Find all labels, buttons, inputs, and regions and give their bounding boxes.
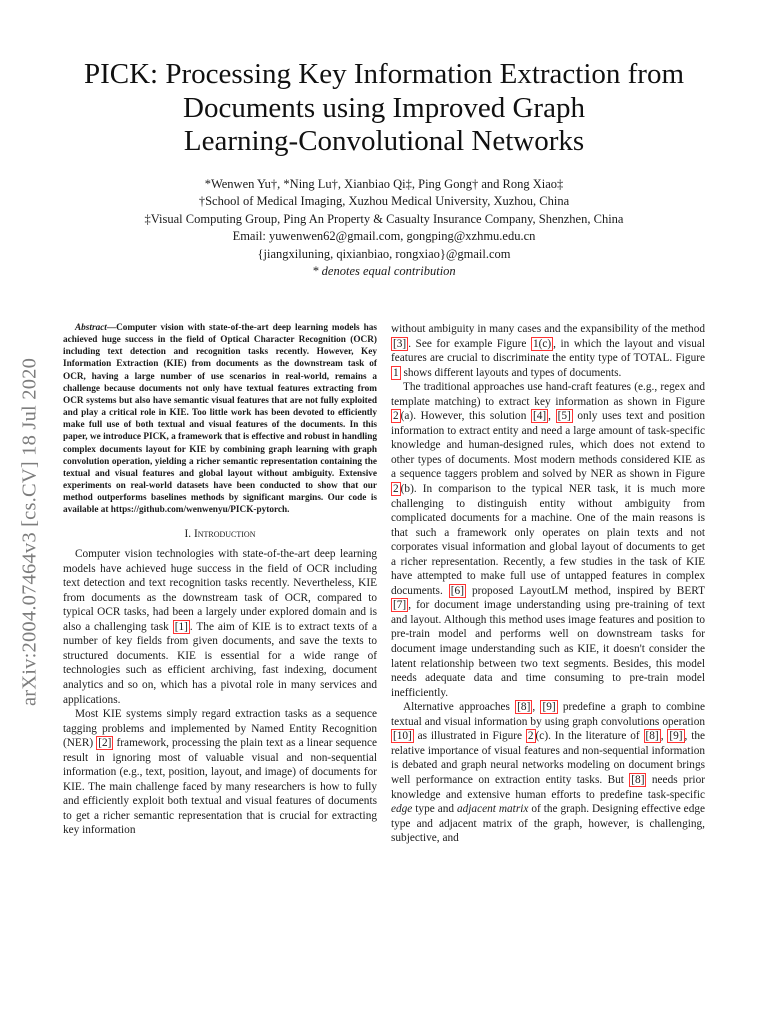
- abstract-label: Abstract: [75, 323, 107, 333]
- abstract-text: Computer vision with state-of-the-art deep learning models has achieved huge success in the field of Optical Character Recognition (OCR) including text detection and recognition tasks recently. However, Key Information Extraction (KIE) from documents as the downstream task of OCR, having a large number of use scenarios in real-world, remains a challenge because documents not only have textual features extracting from OCR systems but also have semantic visual features that are not fully exploited and play a critical role in KIE. Too little work has been devoted to efficiently make full use of both textual and visual features of the documents. In this paper, we introduce PICK, a framework that is effective and robust in handling complex documents layout for KIE by combining graph learning with graph convolution operation, yielding a richer semantic representation containing the textual and visual features and global layout without ambiguity. Extensive experiments on real-world datasets have been conducted to show that our method outperforms baselines methods by significant margins. Our code is available at https://github.com/wenwenyu/PICK-pytorch.: [63, 323, 377, 516]
- citation-link[interactable]: [2]: [98, 737, 112, 750]
- citation-link[interactable]: [5]: [557, 410, 571, 423]
- citation-link[interactable]: [3]: [393, 337, 407, 350]
- text-run: (b). In comparison to the typical NER task, it is much more challenging to distinguish entity without ambiguity from complicated documents for a machine. One of the main reasons is that such a framework only operates on plain texts and not corporates visual information and global layout of documents to get a richer representation. Recently, a few studies in the task of KIE have attempted to make full use of untapped features in complex documents.: [391, 483, 705, 597]
- citation-link[interactable]: [9]: [669, 730, 683, 743]
- left-column: [63, 322, 377, 838]
- citation-link[interactable]: [6]: [450, 584, 464, 597]
- figure-link[interactable]: 2: [527, 730, 534, 743]
- figure-link[interactable]: 2: [393, 410, 399, 423]
- abstract-dash: —: [106, 323, 117, 333]
- figure-link[interactable]: 2: [393, 483, 399, 496]
- email-line: Email: yuwenwen62@gmail.com, gongping@xzhmu.edu.cn: [232, 229, 536, 244]
- equal-contribution-note: * denotes equal contribution: [312, 264, 456, 279]
- author-block: [40, 176, 728, 280]
- intro-paragraph-2: [63, 707, 377, 838]
- intro-paragraph-1: [63, 547, 377, 707]
- text-run: without ambiguity in many cases and the expansibility of the method: [391, 323, 705, 335]
- text-run: shows different layouts and types of documents.: [400, 366, 622, 379]
- figure-link[interactable]: 1: [393, 366, 399, 379]
- section-number: I.: [184, 527, 192, 540]
- intro-paragraph-4: [391, 700, 705, 845]
- text-run: (c). In the literature of: [535, 730, 644, 743]
- text-run: , the relative importance of visual features and non-sequential information is debated and graph neural networks modeling on document brings well performance on extraction entity tasks. But: [391, 730, 706, 786]
- section-title: Introduction: [193, 527, 256, 540]
- text-run: . The aim of KIE is to extract texts of a number of key fields from given documents, and save the texts to structured documents. KIE is essential for a wide range of technologies such as efficient archiving, fast indexing, document analytics and so on, which has a pivotal role in many services and applications.: [63, 620, 377, 706]
- citation-link[interactable]: [1]: [174, 620, 188, 633]
- text-run: only uses text and position information to extract entity and need a large amount of task-specific knowledge and human-designed rules, which does not extend to other types of documents. Most modern methods considered KIE as a sequence taggers problem and solved by NER as shown in Figure: [391, 410, 705, 481]
- arxiv-identifier: arXiv:2004.07464v3 [cs.CV] 18 Jul 2020: [18, 357, 41, 707]
- text-run: ,: [548, 410, 556, 423]
- emphasis-text: edge: [391, 803, 413, 816]
- citation-link[interactable]: [9]: [542, 701, 556, 714]
- citation-link[interactable]: [8]: [631, 773, 645, 786]
- title-line: Documents using Improved Graph: [183, 91, 585, 124]
- text-run: Most KIE systems simply regard extraction tasks as a sequence tagging problems and implemented by Named Entity Recognition (NER): [63, 708, 377, 750]
- text-run: The traditional approaches use hand-craft features (e.g., regex and template matching) to extract key information as shown in Figure: [391, 381, 705, 408]
- citation-link[interactable]: [4]: [532, 410, 547, 423]
- intro-paragraph-3: [391, 380, 705, 700]
- email-line-2: {jiangxiluning, qixianbiao, rongxiao}@gmail.com: [257, 246, 511, 261]
- affiliation-1: †School of Medical Imaging, Xuzhou Medical University, Xuzhou, China: [198, 194, 570, 209]
- abstract: [63, 322, 377, 517]
- right-column: [391, 322, 705, 846]
- text-run: as illustrated in Figure: [413, 730, 526, 743]
- text-run: ,: [660, 730, 668, 743]
- author-names: *Wenwen Yu†, *Ning Lu†, Xianbiao Qi‡, Ping Gong† and Rong Xiao‡: [204, 177, 564, 191]
- citation-link[interactable]: [8]: [645, 730, 659, 743]
- citation-link[interactable]: [8]: [517, 701, 531, 714]
- figure-link[interactable]: 1(c): [532, 337, 552, 350]
- text-run: type and: [412, 803, 457, 816]
- text-run: Alternative approaches: [403, 701, 516, 714]
- affiliation-2: ‡Visual Computing Group, Ping An Property & Casualty Insurance Company, Shenzhen, China: [144, 211, 624, 226]
- text-run: . See for example Figure: [408, 337, 531, 350]
- title-line: Learning-Convolutional Networks: [183, 125, 585, 157]
- emphasis-text: adjacent matrix: [457, 803, 529, 816]
- title-line: PICK: Processing Key Information Extraction from: [83, 58, 685, 90]
- intro-paragraph-continued: [391, 322, 705, 380]
- citation-link[interactable]: [10]: [393, 730, 412, 743]
- text-run: , for document image understanding using pre-training of text and layout. Although this method uses image features and position to pre-train model and performs well on downstream tasks for document image understanding such as KIE, it doesn't consider the latent relationship between two text segments. Besides, this model needs adequate data and time consuming to pre-train model inefficiently.: [391, 599, 705, 699]
- citation-link[interactable]: [7]: [393, 599, 407, 612]
- text-run: framework, processing the plain text as a linear sequence result in ignoring most of valuable visual and non-sequential information (e.g., text, position, layout, and image) of documents for KIE. The main challenge faced by many researchers is how to fully and efficiently exploit both textual and visual features of documents to get a richer semantic representation that is crucial for extracting key information: [63, 737, 377, 837]
- text-run: proposed LayoutLM method, inspired by BERT: [465, 584, 705, 597]
- section-heading: [63, 527, 377, 542]
- text-run: , in which the layout and visual features are crucial to discriminate the entity type of TOTAL. Figure: [391, 337, 705, 365]
- text-run: of the graph. Designing effective edge type and adjacent matrix of the graph, however, is challenging, subjective, and: [391, 803, 706, 845]
- text-run: Computer vision technologies with state-of-the-art deep learning models have achieved huge success in the field of OCR including text detection and text recognition tasks recently. Nevertheless, KIE from documents as the downstream task of OCR, compared to typical OCR tasks, had been a largely under explored domain and is also a challenging task: [63, 548, 377, 633]
- text-run: predefine a graph to combine textual and visual information by using graph convolutions operation: [391, 701, 705, 728]
- text-run: needs prior knowledge and extensive human efforts to predefine task-specific: [391, 773, 705, 801]
- text-run: ,: [532, 701, 541, 714]
- text-run: (a). However, this solution: [400, 410, 531, 423]
- paper-title: [40, 58, 728, 159]
